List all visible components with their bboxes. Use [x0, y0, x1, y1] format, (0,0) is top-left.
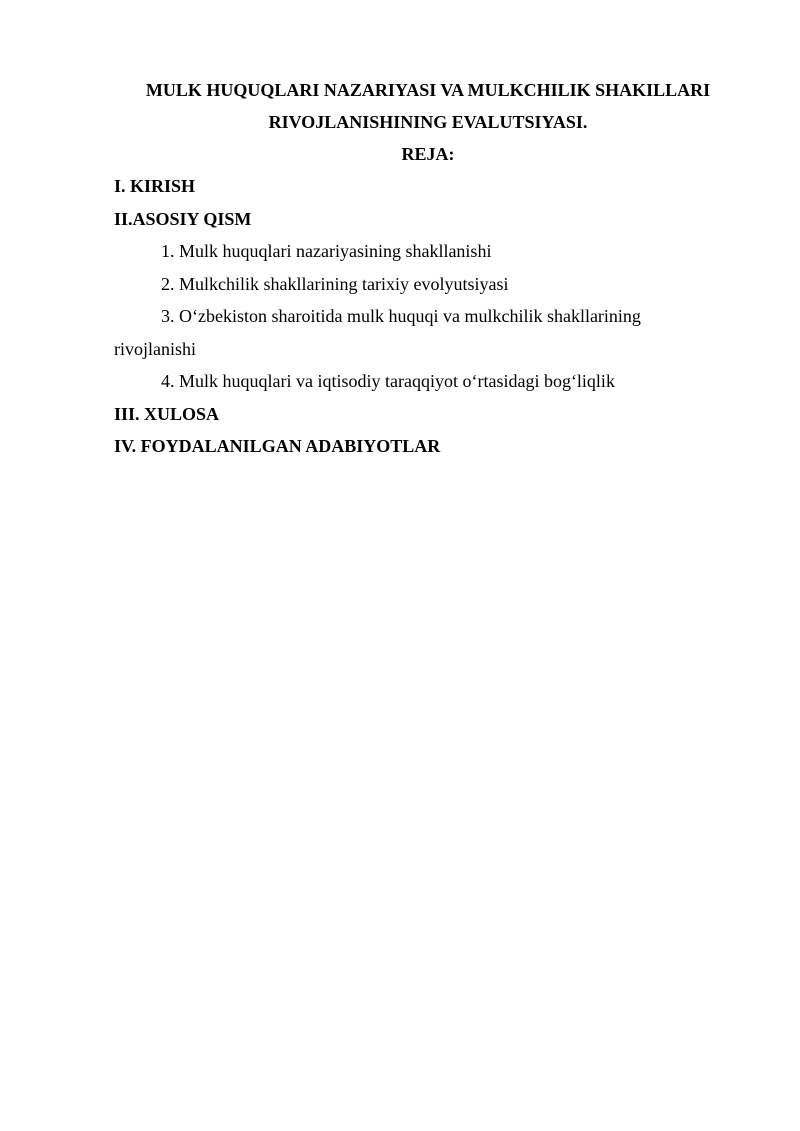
title-line-2: RIVOJLANISHINING EVALUTSIYASI.	[268, 112, 588, 132]
document-title	[114, 74, 742, 138]
list-item: 1. Mulk huquqlari nazariyasining shakllanishi	[161, 241, 492, 261]
plan-outline	[114, 170, 742, 463]
section-references: IV. FOYDALANILGAN ADABIYOTLAR	[114, 436, 441, 456]
plan-heading: REJA:	[401, 144, 455, 164]
list-item: 3. O‘zbekiston sharoitida mulk huquqi va mulkchilik shakllarining rivojlanishi	[114, 306, 641, 359]
list-item: 2. Mulkchilik shakllarining tarixiy evolyutsiyasi	[161, 273, 509, 294]
section-main: II.ASOSIY QISM	[114, 208, 252, 229]
section-intro: I. KIRISH	[114, 176, 196, 196]
title-line-1: MULK HUQUQLARI NAZARIYASI VA MULKCHILIK SHAKILLARI	[145, 80, 711, 100]
section-conclusion: III. XULOSA	[114, 403, 220, 424]
list-item: 4. Mulk huquqlari va iqtisodiy taraqqiyot o‘rtasidagi bog‘liqlik	[161, 371, 615, 391]
